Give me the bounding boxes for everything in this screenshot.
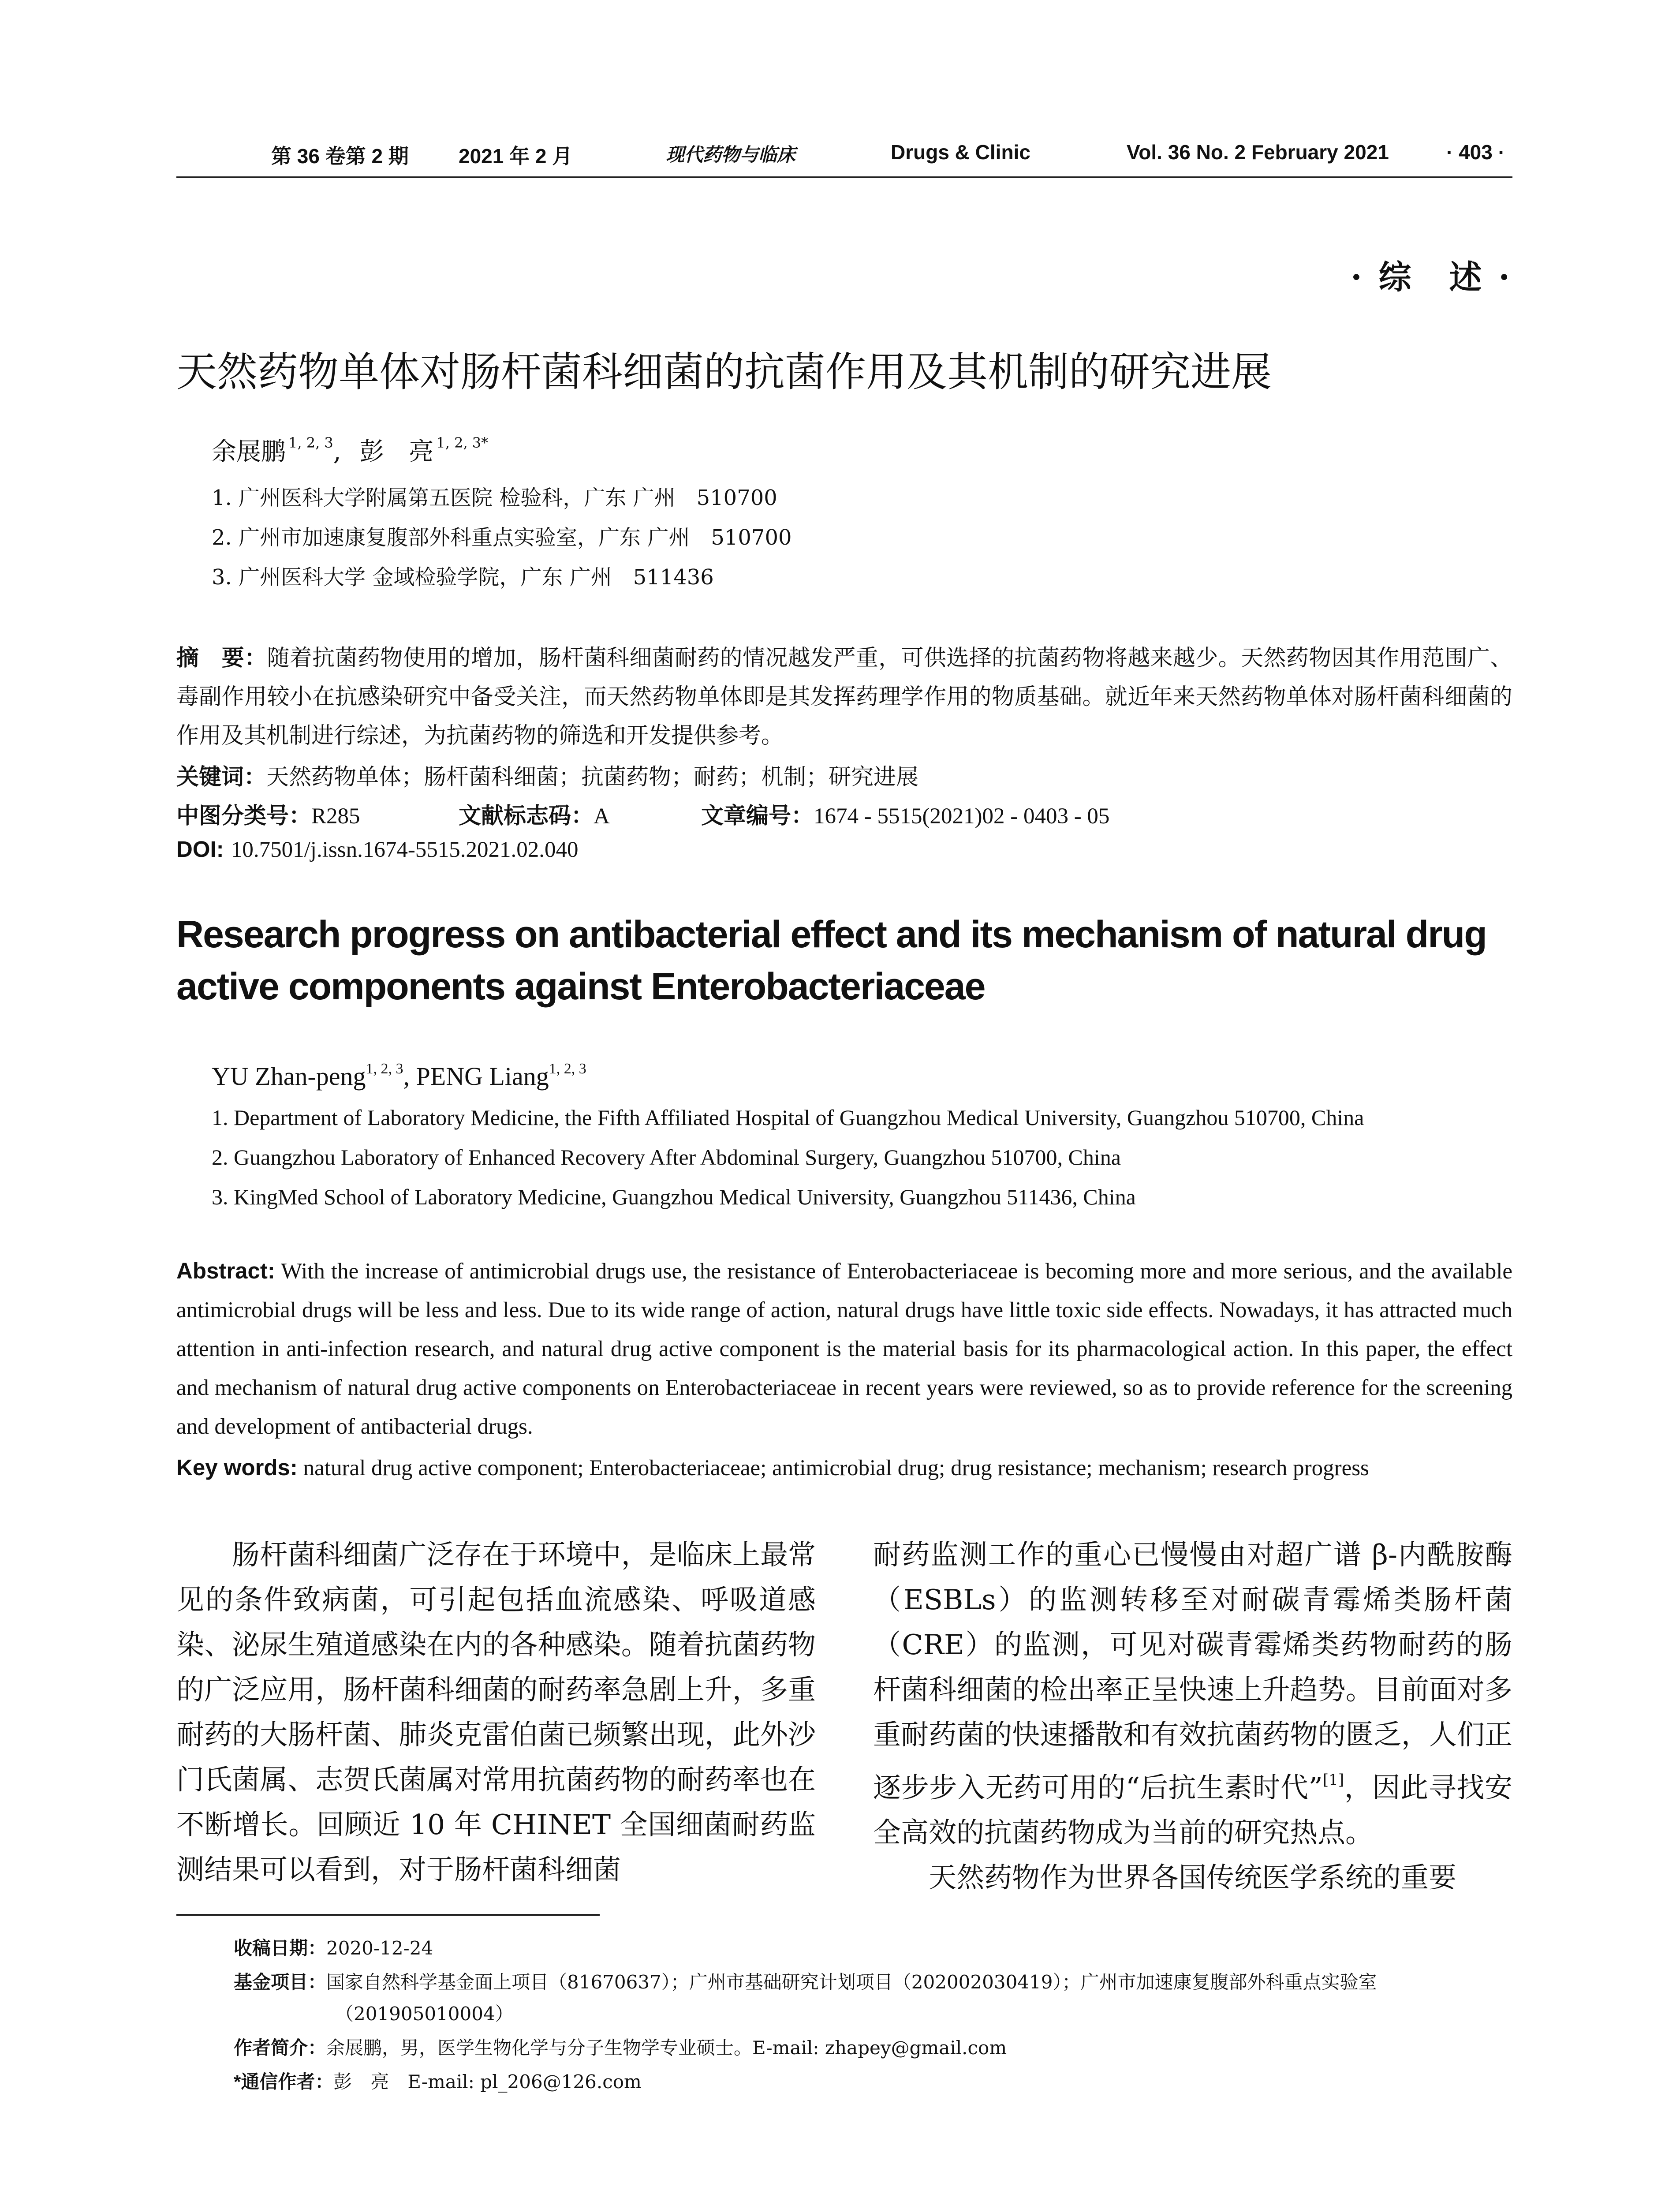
article-number-value: 1674 - 5515(2021)02 - 0403 - 05 <box>814 804 1110 829</box>
abstract-cn-label: 摘 要： <box>176 645 267 670</box>
article-number-label: 文章编号： <box>701 803 814 828</box>
running-header <box>176 140 1512 176</box>
body-left-column: 肠杆菌科细菌广泛存在于环境中，是临床上最常见的条件致病菌，可引起包括血流感染、呼吸道感染、泌尿生殖道感染在内的各种感染。随着抗菌药物的广泛应用，肠杆菌科细菌的耐药率急剧上升，多重耐药的大肠杆菌、肺炎克雷伯菌已频繁出现，此外沙门氏菌属、志贺氏菌属对常用抗菌药物的耐药率也在不断增长。回顾近 10 年 CHINET 全国细菌耐药监测结果可以看到，对于肠杆菌科细菌 <box>176 1539 816 1886</box>
affiliation-cn-3: 3. 广州医科大学 金域检验学院，广东 广州 511436 <box>212 565 714 590</box>
author2-en-affil: 1, 2, 3 <box>549 1061 586 1077</box>
title-en-line1: Research progress on antibacterial effect and its mechanism of natural drug <box>176 913 1486 956</box>
keywords-en <box>176 1454 1369 1481</box>
received-value: 2020-12-24 <box>326 1937 433 1959</box>
author2-en: , PENG Liang <box>403 1062 549 1091</box>
corresponding-value: 彭 亮 E-mail: pl_206@126.com <box>333 2071 642 2093</box>
affiliation-en-1: 1. Department of Laboratory Medicine, the Fifth Affiliated Hospital of Guangzhou Medical University, Guangzhou 510700, China <box>212 1105 1364 1130</box>
header-issue-en: Vol. 36 No. 2 February 2021 <box>1127 141 1389 164</box>
authors-en <box>212 1061 586 1091</box>
author1-en-affil: 1, 2, 3 <box>366 1061 403 1077</box>
abstract-cn <box>176 639 1512 755</box>
header-page-number: · 403 · <box>1446 141 1505 164</box>
doi-label: DOI: <box>176 837 224 862</box>
keywords-cn-text: 天然药物单体；肠杆菌科细菌；抗菌药物；耐药；机制；研究进展 <box>266 764 919 790</box>
author2-cn-affil: 1, 2, 3* <box>436 434 489 451</box>
title-en-line2: active components against Enterobacteriaceae <box>176 965 985 1008</box>
abstract-cn-text: 随着抗菌药物使用的增加，肠杆菌科细菌耐药的情况越发严重，可供选择的抗菌药物将越来越少。天然药物因其作用范围广、毒副作用较小在抗感染研究中备受关注，而天然药物单体即是其发挥药理学作用的物质基础。就近年来天然药物单体对肠杆菌科细菌的作用及其机制进行综述，为抗菌药物的筛选和开发提供参考。 <box>176 645 1512 749</box>
keywords-cn <box>176 759 918 791</box>
footnote-fund <box>234 1968 1377 1994</box>
footnote-rule <box>176 1914 600 1916</box>
body-right-paragraph-2: 天然药物作为世界各国传统医学系统的重要 <box>929 1861 1456 1894</box>
footnote-bio <box>234 2033 1007 2060</box>
header-journal-cn: 现代药物与临床 <box>666 144 796 165</box>
classification-line <box>176 797 1512 830</box>
author1-cn: 余展鹏 <box>212 437 286 466</box>
doc-code <box>459 797 610 830</box>
received-label: 收稿日期： <box>234 1938 327 1958</box>
abstract-en <box>176 1252 1512 1446</box>
clc-value: R285 <box>311 804 360 829</box>
keywords-cn-label: 关键词： <box>176 764 267 789</box>
footnote-corresponding <box>234 2067 642 2094</box>
body-right-text-2: ，因此寻找安全高效的抗菌药物成为当前的研究热点。 <box>873 1771 1513 1849</box>
corresponding-label: *通信作者： <box>234 2071 334 2092</box>
keywords-en-text: natural drug active component; Enterobacteriaceae; antimicrobial drug; drug resistance; mechanism; research progress <box>303 1456 1369 1480</box>
affiliation-en-2: 2. Guangzhou Laboratory of Enhanced Recovery After Abdominal Surgery, Guangzhou 510700, China <box>212 1145 1121 1170</box>
body-right-text-1: 耐药监测工作的重心已慢慢由对超广谱 β-内酰胺酶（ESBLs）的监测转移至对耐碳青霉烯类肠杆菌（CRE）的监测，可见对碳青霉烯类药物耐药的肠杆菌科细菌的检出率正呈快速上升趋势。目前面对多重耐药菌的快速播散和有效抗菌药物的匮乏，人们正逐步步入无药可用的“后抗生素时代” <box>873 1539 1512 1804</box>
footnote-fund-line2: （201905010004） <box>335 2003 514 2025</box>
body-right-paragraph-1 <box>873 1532 1512 1855</box>
author1-en: YU Zhan-peng <box>212 1062 366 1091</box>
header-issue-cn: 第 36 卷第 2 期 <box>271 145 409 168</box>
header-rule <box>176 176 1512 178</box>
bio-value: 余展鹏，男，医学生物化学与分子生物学专业硕士。E-mail: zhapey@gmail.com <box>326 2037 1007 2059</box>
abstract-en-text: With the increase of antimicrobial drugs use, the resistance of Enterobacteriaceae is becoming more and more serious, and the available antimicrobial drugs will be less and less. Due to its wide range of action, natural drugs have little toxic side effects. Nowadays, it has attracted much attention in anti-infection research, and natural drug active component is the material basis for its pharmacological action. In this paper, the effect and mechanism of natural drug active components on Enterobacteriaceae in recent years were reviewed, so as to provide reference for the screening and development of antibacterial drugs. <box>176 1259 1512 1439</box>
keywords-en-label: Key words: <box>176 1455 298 1480</box>
citation-ref-1: [1] <box>1322 1771 1344 1789</box>
article-number <box>701 797 1109 830</box>
author1-cn-affil: 1, 2, 3 <box>288 434 333 451</box>
fund-label: 基金项目： <box>234 1972 327 1992</box>
title-cn: 天然药物单体对肠杆菌科细菌的抗菌作用及其机制的研究进展 <box>176 348 1272 396</box>
affiliation-cn-2: 2. 广州市加速康复腹部外科重点实验室，广东 广州 510700 <box>212 525 792 550</box>
doc-code-value: A <box>594 804 610 829</box>
header-date-cn: 2021 年 2 月 <box>459 145 573 168</box>
doc-code-label: 文献标志码： <box>459 803 594 828</box>
abstract-en-label: Abstract: <box>176 1258 275 1283</box>
author-separator: , <box>333 437 341 466</box>
fund-value-line1: 国家自然科学基金面上项目（81670637）；广州市基础研究计划项目（202002030419）；广州市加速康复腹部外科重点实验室 <box>326 1971 1377 1993</box>
footnote-received <box>234 1934 433 1960</box>
affiliation-cn-1: 1. 广州医科大学附属第五医院 检验科，广东 广州 510700 <box>212 486 777 510</box>
affiliation-en-3: 3. KingMed School of Laboratory Medicine, Guangzhou Medical University, Guangzhou 511436, China <box>212 1185 1136 1209</box>
bio-label: 作者简介： <box>234 2037 327 2058</box>
author2-cn: 彭 亮 <box>359 437 434 466</box>
clc-label: 中图分类号： <box>176 803 312 828</box>
authors-cn <box>212 432 488 467</box>
header-journal-en: Drugs & Clinic <box>891 141 1030 164</box>
doi-value: 10.7501/j.issn.1674-5515.2021.02.040 <box>231 837 579 862</box>
body-right-column <box>873 1532 1512 1900</box>
doi-line <box>176 836 579 863</box>
section-label: · 综 述 · <box>1350 258 1512 296</box>
title-en <box>176 908 1521 1013</box>
